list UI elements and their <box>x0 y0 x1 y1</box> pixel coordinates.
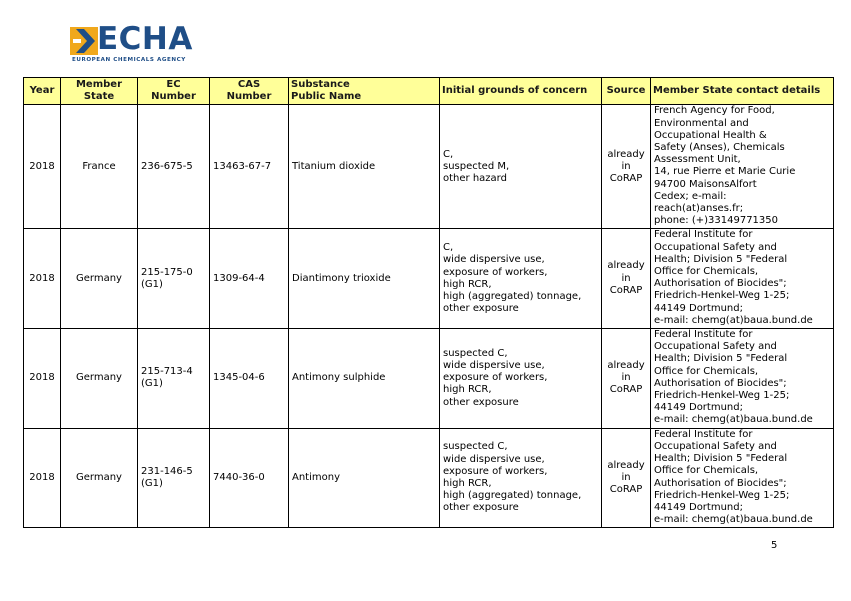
cell-contact: Federal Institute for Occupational Safety and Health; Division 5 "Federal Office for Chemicals, Authorisation of Biocides"; Friedrich-Henkel-Weg 1-25; 44149 Dortmund; e-mail: chemg(at)baua.bund.de <box>651 428 834 528</box>
cell-cas-number: 13463-67-7 <box>210 105 289 229</box>
header-ec-number: EC Number <box>138 78 210 105</box>
substance-table-container <box>23 77 833 528</box>
cell-source: already in CoRAP <box>602 428 651 528</box>
cell-ec-number: 231-146-5 (G1) <box>138 428 210 528</box>
cell-source: already in CoRAP <box>602 229 651 329</box>
table-row <box>24 329 834 429</box>
cell-member-state: Germany <box>61 329 138 429</box>
header-cas-number: CAS Number <box>210 78 289 105</box>
cell-contact: Federal Institute for Occupational Safety and Health; Division 5 "Federal Office for Chemicals, Authorisation of Biocides"; Friedrich-Henkel-Weg 1-25; 44149 Dortmund; e-mail: chemg(at)baua.bund.de <box>651 229 834 329</box>
cell-cas-number: 1309-64-4 <box>210 229 289 329</box>
cell-ec-number: 215-713-4 (G1) <box>138 329 210 429</box>
cell-member-state: Germany <box>61 428 138 528</box>
cell-substance: Antimony <box>289 428 440 528</box>
logo-wordmark: ECHA <box>97 21 193 57</box>
page-number: 5 <box>771 540 778 551</box>
cell-member-state: France <box>61 105 138 229</box>
header-grounds: Initial grounds of concern <box>440 78 602 105</box>
cell-ec-number: 236-675-5 <box>138 105 210 229</box>
cell-member-state: Germany <box>61 229 138 329</box>
cell-grounds: suspected C, wide dispersive use, exposure of workers, high RCR, other exposure <box>440 329 602 429</box>
cell-substance: Antimony sulphide <box>289 329 440 429</box>
header-year: Year <box>24 78 61 105</box>
logo-subtitle: EUROPEAN CHEMICALS AGENCY <box>72 57 186 63</box>
header-source: Source <box>602 78 651 105</box>
table-row <box>24 105 834 229</box>
header-substance: Substance Public Name <box>289 78 440 105</box>
cell-substance: Diantimony trioxide <box>289 229 440 329</box>
header-contact: Member State contact details <box>651 78 834 105</box>
cell-contact: Federal Institute for Occupational Safety and Health; Division 5 "Federal Office for Chemicals, Authorisation of Biocides"; Friedrich-Henkel-Weg 1-25; 44149 Dortmund; e-mail: chemg(at)baua.bund.de <box>651 329 834 429</box>
cell-contact: French Agency for Food, Environmental and Occupational Health & Safety (Anses), Chemicals Assessment Unit, 14, rue Pierre et Marie Curie 94700 MaisonsAlfort Cedex; e-mail: reach(at)anses.fr; phone: (+)33149771350 <box>651 105 834 229</box>
cell-grounds: suspected C, wide dispersive use, exposure of workers, high RCR, high (aggregated) tonnage, other exposure <box>440 428 602 528</box>
echa-logo-icon <box>70 27 98 55</box>
cell-substance: Titanium dioxide <box>289 105 440 229</box>
cell-cas-number: 7440-36-0 <box>210 428 289 528</box>
cell-grounds: C, suspected M, other hazard <box>440 105 602 229</box>
table-row <box>24 229 834 329</box>
cell-cas-number: 1345-04-6 <box>210 329 289 429</box>
echa-logo <box>70 21 220 67</box>
table-row <box>24 428 834 528</box>
cell-ec-number: 215-175-0 (G1) <box>138 229 210 329</box>
substance-table <box>23 77 834 528</box>
cell-source: already in CoRAP <box>602 329 651 429</box>
cell-year: 2018 <box>24 428 61 528</box>
table-header-row <box>24 78 834 105</box>
header-member-state: Member State <box>61 78 138 105</box>
cell-year: 2018 <box>24 229 61 329</box>
cell-grounds: C, wide dispersive use, exposure of workers, high RCR, high (aggregated) tonnage, other exposure <box>440 229 602 329</box>
cell-source: already in CoRAP <box>602 105 651 229</box>
cell-year: 2018 <box>24 105 61 229</box>
cell-year: 2018 <box>24 329 61 429</box>
